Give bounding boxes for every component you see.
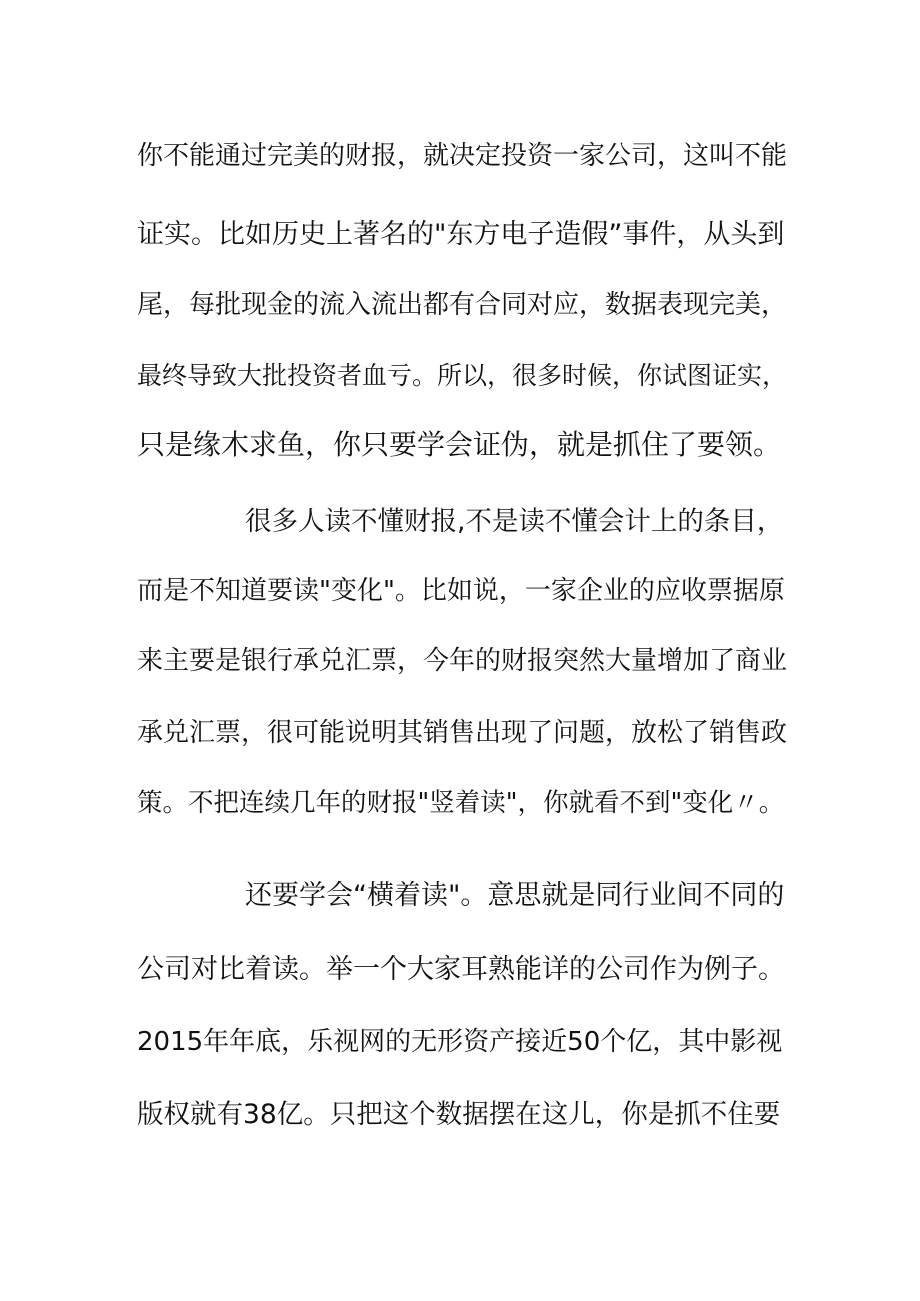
paragraph-line: 公司对比着读。举一个大家耳熟能详的公司作为例子。 (137, 954, 785, 985)
paragraph-line: 证实。比如历史上著名的"东方电子造假”事件，从头到 (137, 219, 785, 250)
paragraph-line: 2015年年底，乐视网的无形资产接近50个亿，其中影视 (137, 1027, 783, 1057)
paragraph-line: 承兑汇票，很可能说明其销售出现了问题，放松了销售政 (137, 718, 788, 748)
paragraph-line: 很多人读不懂财报,不是读不懂会计上的条目， (245, 506, 784, 537)
paragraph-line: 还要学会“横着读"。意思就是同行业间不同的 (245, 880, 785, 911)
paragraph-line: 只是缘木求鱼，你只要学会证伪，就是抓住了要领。 (137, 428, 782, 461)
paragraph-line: 来主要是银行承兑汇票，今年的财报突然大量增加了商业 (137, 646, 788, 676)
paragraph-line: 尾，每批现金的流入流出都有合同对应，数据表现完美， (137, 290, 788, 320)
paragraph-line: 最终导致大批投资者血亏。所以，很多时候，你试图证实， (137, 361, 788, 390)
paragraph-line: 策。不把连续几年的财报"竖着读"，你就看不到"变化〃。 (137, 788, 785, 818)
paragraph-line: 而是不知道要读"变化"。比如说，一家企业的应收票据原 (137, 576, 785, 606)
paragraph-line: 版权就有38亿。只把这个数据摆在这儿，你是抓不住要 (137, 1099, 781, 1130)
paragraph-line: 你不能通过完美的财报，就决定投资一家公司，这叫不能 (137, 141, 788, 171)
